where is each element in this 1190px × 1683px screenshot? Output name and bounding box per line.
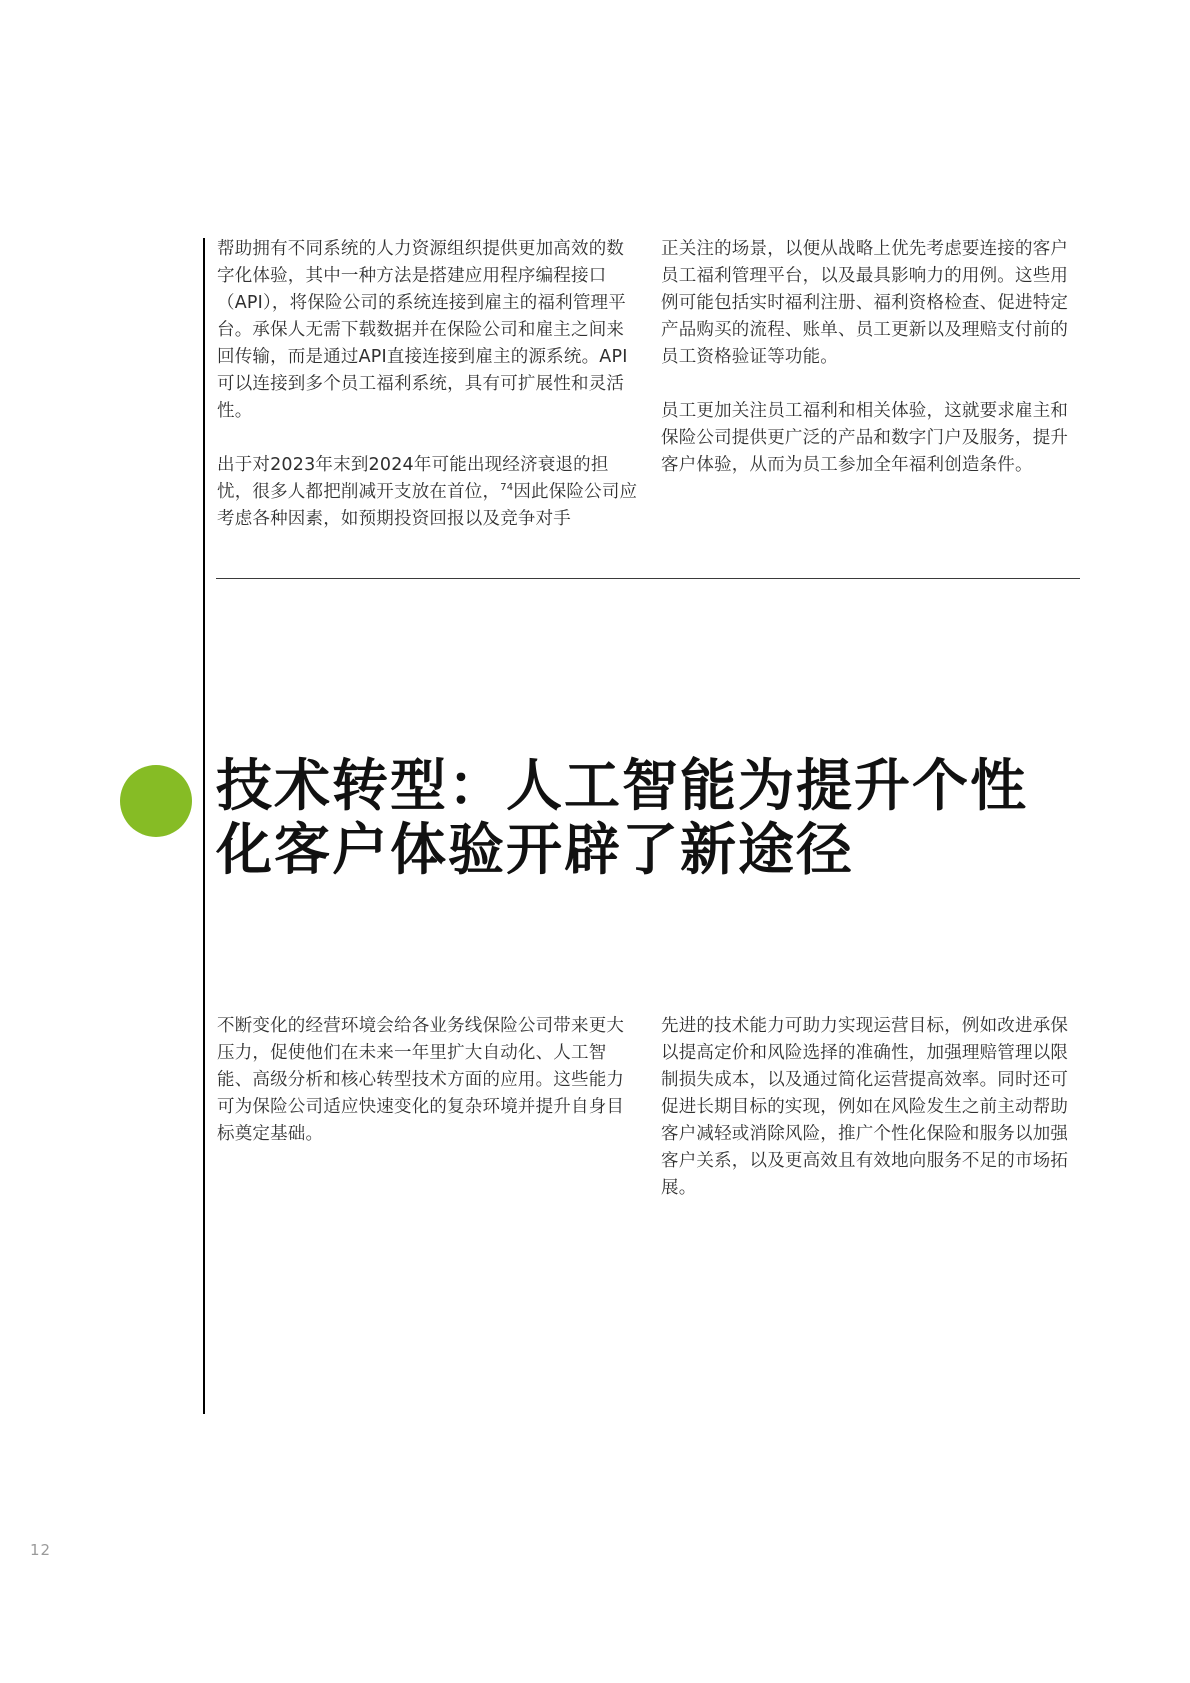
section-divider: [216, 578, 1080, 579]
bottom-right-column: [661, 1013, 1085, 1202]
paragraph: 不断变化的经营环境会给各业务线保险公司带来更大压力，促使他们在未来一年里扩大自动化、人工智能、高级分析和核心转型技术方面的应用。这些能力可为保险公司适应快速变化的复杂环境并提升自身目标奠定基础。: [217, 1016, 625, 1144]
paragraph-text: 出于对2023年末到2024年可能出现经济衰退的担忧，很多人都把削减开支放在首位，: [217, 455, 609, 502]
footnote-reference: 74: [500, 482, 514, 494]
heading-line: 化客户体验开辟了新途径: [216, 818, 854, 883]
paragraph-text: 因此保险公司应考虑各种因素，如预期投资回报以及竞争对手: [217, 482, 638, 529]
paragraph: 正关注的场景，以便从战略上优先考虑要连接的客户员工福利管理平台，以及最具影响力的用例。这些用例可能包括实时福利注册、福利资格检查、促进特定产品购买的流程、账单、员工更新以及理赔支付前的员工资格验证等功能。: [661, 239, 1069, 367]
top-left-column: [217, 236, 641, 533]
paragraph-with-footnote: [217, 452, 641, 533]
page-number: 12: [30, 1541, 52, 1559]
section-heading: [216, 755, 1056, 883]
left-vertical-rule: [203, 238, 205, 1414]
paragraph: 先进的技术能力可助力实现运营目标，例如改进承保以提高定价和风险选择的准确性，加强理赔管理以限制损失成本，以及通过简化运营提高效率。同时还可促进长期目标的实现，例如在风险发生之前主动帮助客户减轻或消除风险，推广个性化保险和服务以加强客户关系，以及更高效且有效地向服务不足的市场拓展。: [661, 1016, 1069, 1198]
paragraph: 帮助拥有不同系统的人力资源组织提供更加高效的数字化体验，其中一种方法是搭建应用程序编程接口（API），将保险公司的系统连接到雇主的福利管理平台。承保人无需下载数据并在保险公司和雇主之间来回传输，而是通过API直接连接到雇主的源系统。API可以连接到多个员工福利系统，具有可扩展性和灵活性。: [217, 239, 628, 421]
top-right-column: [661, 236, 1085, 479]
bottom-left-column: [217, 1013, 641, 1148]
heading-line: 技术转型：人工智能为提升个性: [216, 754, 1028, 819]
paragraph: 员工更加关注员工福利和相关体验，这就要求雇主和保险公司提供更广泛的产品和数字门户及服务，提升客户体验，从而为员工参加全年福利创造条件。: [661, 401, 1069, 475]
green-circle-marker: [120, 765, 192, 837]
